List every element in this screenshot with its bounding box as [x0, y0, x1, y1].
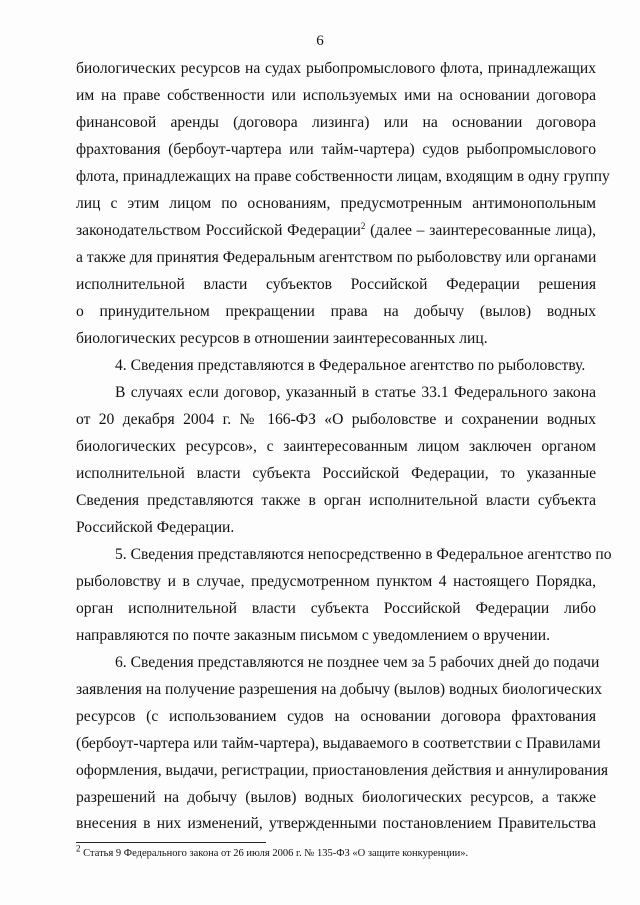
text-line: биологических ресурсов на судах рыбопромыслового флота, принадлежащих — [76, 60, 596, 77]
text-fragment: (далее – заинтересованные лица), — [365, 222, 596, 239]
text-line: разрешений на добычу (вылов) водных биологических ресурсов, а также — [76, 789, 596, 806]
footnote — [76, 843, 596, 860]
text-line: флота, принадлежащих на праве собственности лицам, входящим в одну группу — [76, 168, 610, 185]
text-line: биологических ресурсов в отношении заинтересованных лиц. — [76, 330, 488, 347]
text-line: исполнительной власти субъекта Российской Федерации, то указанные — [76, 465, 596, 482]
text-line: внесения в них изменений, утвержденными постановлением Правительства — [76, 815, 596, 832]
text-line: орган исполнительной власти субъекта Российской Федерации либо — [76, 600, 596, 617]
text-line: 5. Сведения представляются непосредственно в Федеральное агентство по — [115, 546, 612, 563]
text-line: направляются по почте заказным письмом с уведомлением о вручении. — [76, 627, 551, 644]
text-line: исполнительной власти субъектов Российской Федерации решения — [76, 276, 596, 293]
text-line: фрахтования (бербоут-чартера или тайм-чартера) судов рыбопромыслового — [76, 141, 596, 158]
text-line: а также для принятия Федеральным агентством по рыболовству или органами — [76, 249, 597, 266]
footnote-divider — [76, 842, 266, 843]
page-number: 6 — [316, 33, 324, 49]
text-line: 6. Сведения представляются не позднее чем за 5 рабочих дней до подачи — [115, 654, 600, 671]
text-line: 4. Сведения представляются в Федеральное агентство по рыболовству. — [115, 357, 586, 374]
footnote-mark: 2 — [76, 843, 81, 854]
text-line: о принудительном прекращении права на добычу (вылов) водных — [76, 303, 596, 320]
text-line: рыболовству и в случае, предусмотренном пунктом 4 настоящего Порядка, — [76, 573, 596, 590]
text-line: от 20 декабря 2004 г. № 166-ФЗ «О рыболовстве и сохранении водных — [76, 411, 596, 428]
text-line: В случаях если договор, указанный в статье 33.1 Федерального закона — [115, 384, 596, 401]
text-line: ресурсов (с использованием судов на основании договора фрахтования — [76, 708, 596, 725]
text-line: Сведения представляются также в орган исполнительной власти субъекта — [76, 492, 596, 509]
text-line — [76, 222, 596, 240]
text-line: биологических ресурсов», с заинтересованным лицом заключен органом — [76, 438, 596, 455]
text-line: финансовой аренды (договора лизинга) или на основании договора — [76, 114, 596, 131]
footnote-reference: 2 — [360, 220, 366, 231]
text-line: заявления на получение разрешения на добычу (вылов) водных биологических — [76, 681, 603, 698]
text-line: Российской Федерации. — [76, 519, 235, 536]
text-line: (бербоут-чартера или тайм-чартера), выдаваемого в соответствии с Правилами — [76, 735, 601, 752]
text-line: им на праве собственности или используемых ими на основании договора — [76, 87, 596, 104]
text-line: лиц с этим лицом по основаниям, предусмотренным антимонопольным — [76, 195, 596, 212]
text-fragment: законодательством Российской Федерации — [76, 222, 361, 239]
text-line: оформления, выдачи, регистрации, приостановления действия и аннулирования — [76, 762, 609, 779]
footnote-text: Статья 9 Федерального закона от 26 июля 2006 г. № 135-ФЗ «О защите конкуренции». — [80, 848, 469, 859]
